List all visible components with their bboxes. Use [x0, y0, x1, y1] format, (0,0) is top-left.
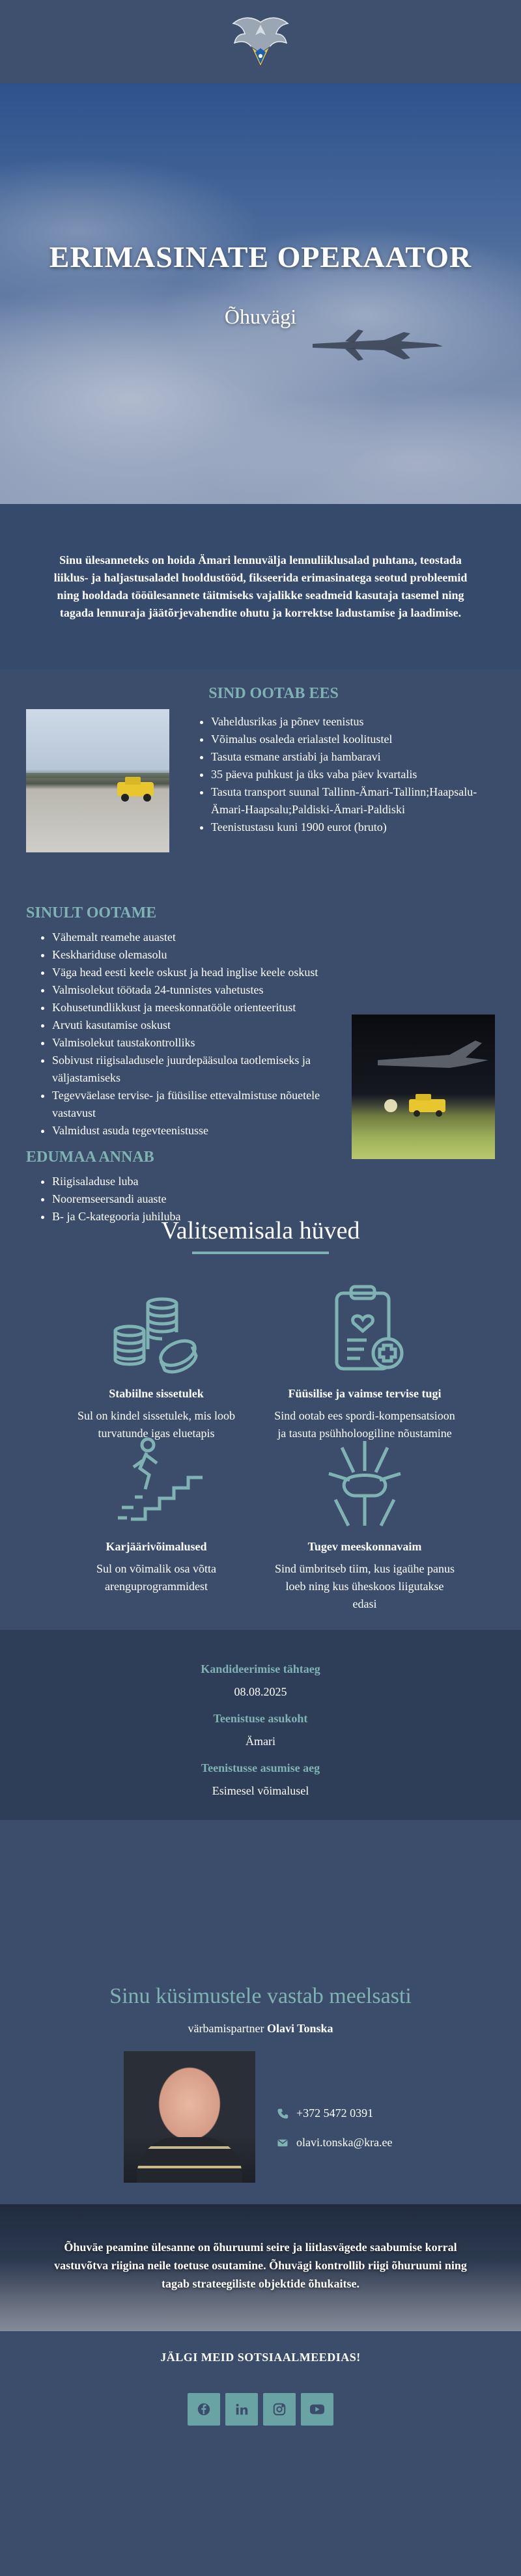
social-section — [0, 2331, 521, 2438]
list-item: • Valmisolekut töötada 24-tunnistes vahetustes — [52, 981, 345, 999]
health-clipboard-icon — [316, 1281, 414, 1379]
benefit-title: Stabiilne sissetulek — [109, 1387, 204, 1400]
yellow-vehicle-runway-photo — [26, 709, 169, 852]
phone-icon — [277, 2108, 289, 2120]
hero-overlay — [0, 83, 521, 504]
recruiter-photo — [124, 2051, 255, 2183]
benefit-desc: Sul on kindel sissetulek, mis loob turvatunde igas eluetapis — [77, 1409, 235, 1440]
benefit-card-career — [52, 1435, 260, 1595]
mission-text: Õhuväe peamine ülesanne on õhuruumi seire ja liitlasvägede saabumise korral vastuvõtva riigina neile toetuse osutamine. Õhuvägi kontrollib riigi õhuruumi ning tagab strateegiliste objektide õhukaitse. — [54, 2241, 467, 2290]
list-item: • Teenistustasu kuni 1900 eurot (bruto) — [211, 819, 491, 836]
partner-prefix: värbamispartner — [188, 2022, 264, 2035]
night-aircraft-vehicle-photo — [352, 1015, 495, 1159]
requirements-title: SINULT OOTAME — [26, 904, 157, 921]
location-label: Teenistuse asukoht — [213, 1712, 308, 1725]
night-scene-illustration — [352, 1015, 495, 1159]
benefit-card-income — [52, 1281, 260, 1442]
benefits-section — [0, 1184, 521, 1630]
youtube-icon[interactable] — [301, 2393, 333, 2426]
instagram-icon[interactable] — [263, 2393, 296, 2426]
offers-title: SIND OOTAB EES — [208, 685, 339, 702]
offers-row — [26, 709, 495, 852]
team-hands-icon — [316, 1435, 414, 1532]
list-item: • Riigisaladuse luba — [52, 1173, 495, 1190]
benefit-desc: Sind ümbritseb tiim, kus igaühe panus loeb ning kus üheskoos liigutakse edasi — [275, 1562, 455, 1610]
partner-line — [0, 2022, 521, 2036]
header — [0, 0, 521, 83]
offers-list — [185, 713, 491, 852]
start-value: Esimesel võimalusel — [212, 1784, 309, 1797]
list-item: • Väga head eesti keele oskust ja head inglise keele oskust — [52, 964, 345, 981]
list-item: • Valmidust asuda tegevteenistusse — [52, 1122, 345, 1140]
mission-banner — [0, 2204, 521, 2331]
phone-contact[interactable] — [277, 2107, 373, 2120]
phone-number[interactable]: +372 5472 0391 — [296, 2107, 374, 2120]
hero-banner — [0, 83, 521, 504]
deadline-label: Kandideerimise tähtaeg — [201, 1662, 320, 1675]
job-details-section — [0, 669, 521, 1223]
email-address[interactable]: olavi.tonska@kra.ee — [296, 2136, 393, 2149]
benefits-title-underline — [192, 1252, 329, 1254]
list-item: • Kohusetundlikkust ja meeskonnatööle orienteeritust — [52, 999, 345, 1016]
facebook-icon[interactable] — [188, 2393, 220, 2426]
air-force-emblem-icon[interactable] — [228, 9, 293, 74]
benefit-title: Tugev meeskonnavaim — [307, 1540, 422, 1553]
list-item: • Vaheldusrikas ja põnev teenistus — [211, 713, 491, 731]
career-stairs-icon — [107, 1435, 205, 1532]
list-item: • Arvuti kasutamise oskust — [52, 1016, 345, 1034]
vehicle-illustration — [26, 709, 169, 852]
social-title: JÄLGI MEID SOTSIAALMEEDIAS! — [160, 2351, 361, 2364]
social-icons — [0, 2393, 521, 2426]
list-item: • Võimalus osaleda erialastel koolitustel — [211, 731, 491, 748]
list-item: • Tegevväelase tervise- ja füüsilise ettevalmistuse nõuetele vastavust — [52, 1087, 345, 1122]
advantages-title: EDUMAA ANNAB — [26, 1149, 154, 1166]
partner-name: Olavi Tonska — [266, 2022, 333, 2035]
benefit-title: Karjäärivõimalused — [106, 1540, 207, 1553]
contact-title: Sinu küsimustele vastab meelsasti — [109, 1984, 412, 2008]
benefit-desc: Sul on võimalik osa võtta arenguprogrammidest — [96, 1562, 216, 1593]
intro-text: Sinu ülesanneteks on hoida Ämari lennuvälja lennuliiklusalad puhtana, teostada liiklus- ja haljastusaladel hooldustööd, fikseerida erimasinatega seotud probleemid ning hooldada tööülesannete täitmiseks vajalikke seadmeid kasutaja tasemel ning tagada lennuraja jäätõrjevahendite ohutu ja korrektse ladustamise ja laadimise. — [53, 553, 468, 619]
list-item: • Tasuta transport suunal Tallinn-Ämari-Tallinn;Haapsalu-Ämari-Haapsalu;Paldiski-Ämari-Paldiski — [211, 783, 491, 819]
location-value: Ämari — [246, 1735, 275, 1748]
application-info-section — [0, 1630, 521, 1820]
linkedin-icon[interactable] — [225, 2393, 258, 2426]
envelope-icon — [277, 2137, 289, 2149]
email-contact[interactable] — [277, 2136, 393, 2149]
list-item: • Tasuta esmane arstiabi ja hambaravi — [211, 748, 491, 766]
benefit-desc: Sind ootab ees spordi-kompensatsioon ja tasuta psühholoogiline nõustamine — [274, 1409, 455, 1440]
portrait-shirt — [137, 2137, 242, 2183]
deadline-value: 08.08.2025 — [234, 1685, 287, 1698]
list-item: • Vähemalt reamehe auastet — [52, 929, 345, 946]
coins-icon — [107, 1281, 205, 1379]
benefit-card-team — [260, 1435, 469, 1613]
list-item: • Valmisolekut taustakontrolliks — [52, 1034, 345, 1052]
list-item: • B- ja C-kategooria juhiluba — [52, 1208, 495, 1225]
list-item: • 35 päeva puhkust ja üks vaba päev kvartalis — [211, 766, 491, 783]
benefits-title: Valitsemisala hüved — [161, 1217, 360, 1244]
hero-title: ERIMASINATE OPERAATOR — [49, 240, 472, 273]
list-item: • Nooremseersandi auaste — [52, 1190, 495, 1208]
intro-section — [0, 504, 521, 669]
benefit-card-health — [260, 1281, 469, 1442]
benefit-title: Füüsilise ja vaimse tervise tugi — [288, 1387, 442, 1400]
list-item: • Sobivust riigisaladusele juurdepääsuloa taotlemiseks ja väljastamiseks — [52, 1052, 345, 1087]
start-label: Teenistusse asumise aeg — [201, 1761, 320, 1774]
requirements-list — [26, 929, 345, 1140]
list-item: • Keskhariduse olemasolu — [52, 946, 345, 964]
contact-section — [0, 1820, 521, 2165]
hero-subtitle: Õhuvägi — [224, 305, 297, 328]
